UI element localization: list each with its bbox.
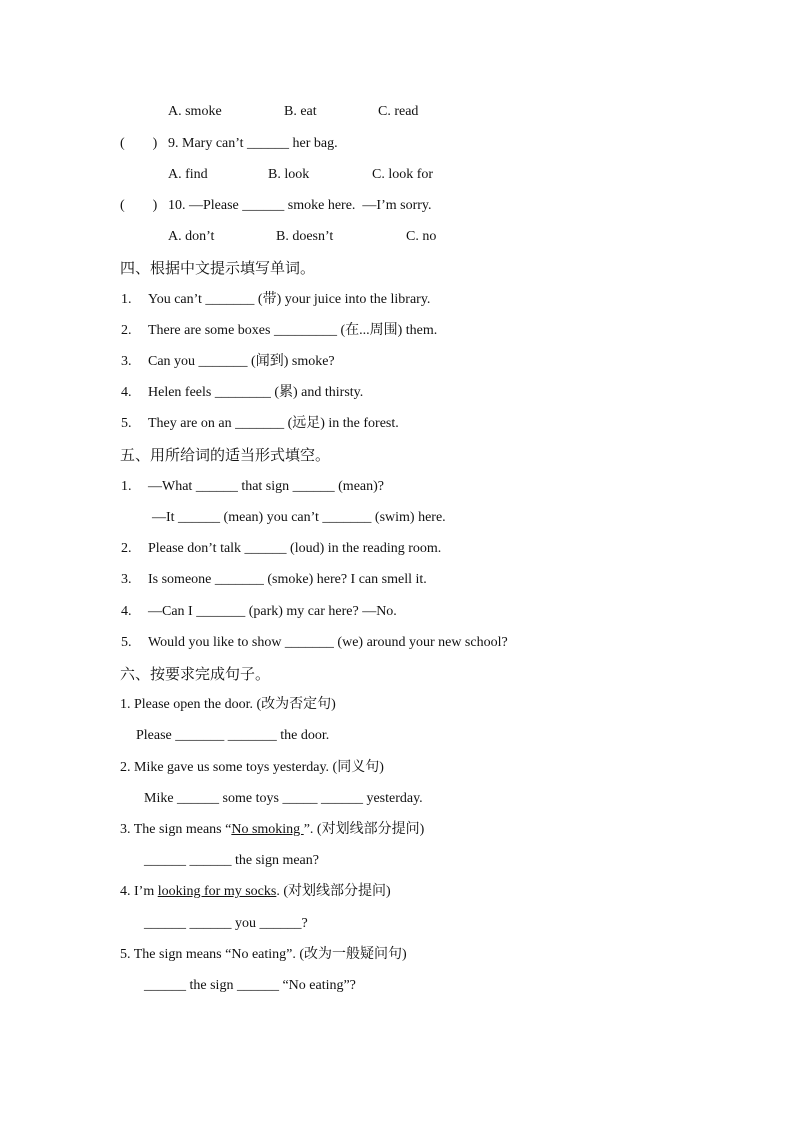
part6-q4-underlined: looking for my socks bbox=[157, 884, 277, 899]
q10-option-c: C. no bbox=[406, 229, 437, 244]
part6-q3-post: ”. (对划线部分提问) bbox=[303, 822, 425, 837]
part4-item-text: Helen feels ________ (累) and thirsty. bbox=[148, 385, 364, 400]
part5-item-num: 1. bbox=[121, 479, 132, 494]
q10-answer-paren[interactable]: ( ) bbox=[120, 198, 158, 213]
part5-item-text: —What ______ that sign ______ (mean)? bbox=[148, 479, 385, 494]
part4-item-num: 1. bbox=[121, 292, 132, 307]
q9-option-a: A. find bbox=[168, 167, 208, 182]
part6-q3-underlined: No smoking bbox=[231, 822, 304, 837]
part5-item-num: 3. bbox=[121, 572, 132, 587]
part5-item-text: Please don’t talk ______ (loud) in the reading room. bbox=[148, 541, 442, 556]
part4-item-text: Can you _______ (闻到) smoke? bbox=[148, 354, 335, 369]
part6-q1-text: 1. Please open the door. (改为否定句) bbox=[120, 697, 336, 712]
part5-item-text: Is someone _______ (smoke) here? I can smell it. bbox=[148, 572, 427, 587]
part5-item-text: —Can I _______ (park) my car here? —No. bbox=[148, 604, 397, 619]
part5-item-text: Would you like to show _______ (we) around your new school? bbox=[148, 635, 508, 650]
part4-item-num: 4. bbox=[121, 385, 132, 400]
q8-option-a: A. smoke bbox=[168, 104, 222, 119]
part4-item-text: They are on an _______ (远足) in the forest. bbox=[148, 416, 399, 431]
part4-item-text: There are some boxes _________ (在...周围) them. bbox=[148, 323, 438, 338]
part6-q5-answer: ______ the sign ______ “No eating”? bbox=[144, 978, 356, 993]
part5-heading: 五、用所给词的适当形式填空。 bbox=[120, 446, 331, 464]
part6-q4-text bbox=[120, 883, 391, 901]
part6-q3-answer: ______ ______ the sign mean? bbox=[144, 853, 319, 868]
part5-item-text: —It ______ (mean) you can’t _______ (swim) here. bbox=[152, 510, 446, 525]
q10-option-b: B. doesn’t bbox=[276, 229, 334, 244]
part4-item-text: You can’t _______ (带) your juice into the library. bbox=[148, 292, 431, 307]
part6-q4-pre: 4. I’m bbox=[120, 884, 158, 899]
part6-q4-post: . (对划线部分提问) bbox=[276, 884, 391, 899]
part4-item-num: 3. bbox=[121, 354, 132, 369]
part6-q2-text: 2. Mike gave us some toys yesterday. (同义句) bbox=[120, 760, 384, 775]
part5-item-num: 4. bbox=[121, 604, 132, 619]
part6-q5-text: 5. The sign means “No eating”. (改为一般疑问句) bbox=[120, 947, 407, 962]
q9-answer-paren[interactable]: ( ) bbox=[120, 136, 158, 151]
part4-heading: 四、根据中文提示填写单词。 bbox=[120, 259, 316, 277]
part6-q1-answer: Please _______ _______ the door. bbox=[136, 728, 330, 743]
q9-question: 9. Mary can’t ______ her bag. bbox=[168, 136, 338, 151]
part5-item-num: 5. bbox=[121, 635, 132, 650]
part6-q4-answer: ______ ______ you ______? bbox=[144, 916, 308, 931]
part6-q3-text bbox=[120, 821, 424, 839]
part4-item-num: 5. bbox=[121, 416, 132, 431]
part6-q3-pre: 3. The sign means “ bbox=[120, 822, 232, 837]
part6-heading: 六、按要求完成句子。 bbox=[120, 665, 271, 683]
part4-item-num: 2. bbox=[121, 323, 132, 338]
q9-option-b: B. look bbox=[268, 167, 310, 182]
part5-item-num: 2. bbox=[121, 541, 132, 556]
q9-option-c: C. look for bbox=[372, 167, 434, 182]
q10-question: 10. —Please ______ smoke here. —I’m sorry. bbox=[168, 198, 432, 213]
q10-option-a: A. don’t bbox=[168, 229, 215, 244]
part6-q2-answer: Mike ______ some toys _____ ______ yesterday. bbox=[144, 791, 423, 806]
q8-option-c: C. read bbox=[378, 104, 419, 119]
q8-option-b: B. eat bbox=[284, 104, 317, 119]
